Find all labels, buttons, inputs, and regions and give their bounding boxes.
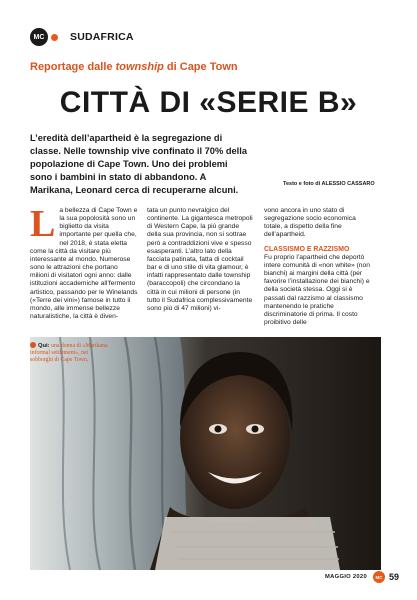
drop-cap: L <box>30 203 56 245</box>
subheading: CLASSISMO E RAZZISMO <box>264 245 350 253</box>
column-2-text: tata un punto nevralgico del continente. La gigantesca metropoli di Western Cape, la più grande della sua provincia, non si sottrae però a contraddizioni vive e spesso esasperanti. L’altro lato della facciata patinata, fatta di cocktail bar e di uno stile di vita glamour, è infatti rappresentato dalle township (baraccopoli) che circondano la città in cui milioni di persone (in tutto il Sudafrica complessivamente sono più di 47 milioni) vi- <box>147 207 253 312</box>
caption-label: Qui: <box>38 343 50 349</box>
kicker-text: Reportage dalle <box>30 61 116 73</box>
page-footer <box>325 571 399 583</box>
article-column-1 <box>30 203 138 321</box>
magazine-logo-badge: MC <box>30 28 48 46</box>
article-column-3 <box>264 207 371 327</box>
page-number: 59 <box>388 572 399 582</box>
issue-date: MAGGIO 2020 <box>325 574 367 580</box>
photo-caption <box>30 342 112 364</box>
standfirst: L’eredità dell’apartheid è la segregazione di classe. Nelle township vive confinato il 70% della popolazione di Cape Town. Uno dei problemi sono i bambini in stato di abbandono. A Marikana, Leonard cerca di recuperarne alcuni. <box>30 133 248 196</box>
headline: CITTÀ DI «SERIE B» <box>59 86 358 119</box>
kicker <box>30 61 238 73</box>
column-3-intro: vono ancora in uno stato di segregazione socio economica totale, a dispetto della fine dell’apartheid. <box>264 207 356 239</box>
main-photo <box>30 337 381 570</box>
article-column-2 <box>147 207 254 313</box>
credits-label: Testo e foto di <box>283 181 322 187</box>
magazine-header <box>30 28 134 46</box>
credits-author: ALESSIO CASSARO <box>321 181 375 187</box>
column-1-text: a bellezza di Cape Town e la sua popolosità sono un biglietto da visita importante per quella che, nel 2018, è stata eletta come la città da visitare più interessante al mondo. Numerose sono le attrazioni che portano milioni di visitatori ogni anno: dalle istituzioni accademiche all’fermento artistico, passando per le Winelands («Terre dei vini») famose in tutto il mondo, alle immense bellezze naturalistiche, la città è diven- <box>30 207 138 321</box>
footer-logo-badge: MC <box>373 571 385 583</box>
caption-bullet-icon <box>30 342 36 348</box>
accent-dot-icon <box>51 34 58 41</box>
section-label: SUDAFRICA <box>70 31 134 43</box>
photo-illustration <box>30 337 381 570</box>
caption-text: una donna di «Marikana informal settlement», nei sobborghi di Cape Town. <box>30 343 108 363</box>
kicker-italic: township <box>115 61 164 73</box>
column-3-text: Fu proprio l’apartheid che deportò intere comunità di «non white» (non bianchi) ai margini della città (per favorire l’installazione dei bianchi) e della società stessa. Oggi si è passati dal razzismo al classismo mantenendo le pratiche discriminatorie di prima. Il costo proibitivo delle <box>264 253 370 327</box>
credits <box>283 181 375 187</box>
kicker-text-end: di Cape Town <box>163 61 238 73</box>
